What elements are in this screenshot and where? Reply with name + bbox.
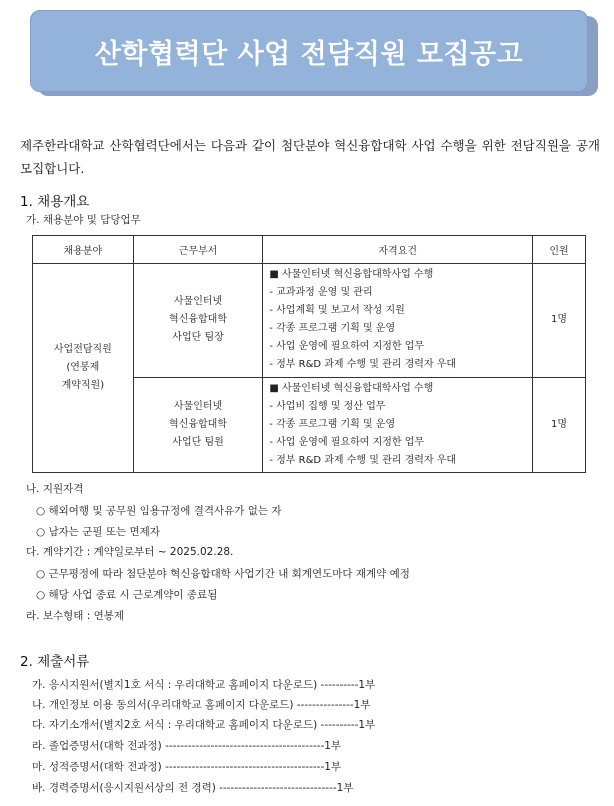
field-line: (연봉제 [66, 362, 100, 373]
dept-line: 사물인터넷 [173, 400, 223, 412]
section1-heading: 1. 채용개요 [20, 194, 90, 210]
dept-cell [133, 264, 263, 378]
field-line: 사업전담직원 [53, 344, 112, 355]
document-item: 마. 성적증명서(대학 전과정) ------------------------------------------1부 [32, 761, 342, 773]
header-dept: 근무부서 [133, 236, 263, 264]
section2-heading: 2. 제출서류 [20, 654, 90, 670]
header-field: 채용분야 [33, 236, 134, 264]
section1-sub-ga: 가. 채용분야 및 담당업무 [26, 214, 141, 226]
count-cell: 1명 [533, 377, 586, 472]
table-header-row [33, 236, 586, 264]
requirement-line: - 교과과정 운영 및 관리 [269, 287, 373, 299]
dept-cell [133, 377, 263, 472]
contract-period-label: 다. 계약기간 : 계약일로부터 ~ 2025.02.28. [26, 546, 234, 558]
qualification-label: 나. 지원자격 [26, 483, 84, 495]
title-banner [30, 10, 588, 92]
table-row [33, 264, 586, 378]
dept-line: 사업단 팀장 [172, 332, 224, 344]
field-line: 계약직원) [61, 380, 105, 391]
requirement-line: - 사업비 집행 및 정산 업무 [269, 400, 386, 412]
intro-paragraph: 제주한라대학교 산학협력단에서는 다음과 같이 첨단분야 혁신융합대학 사업 수행을 위한 전담직원을 공개 모집합니다. [20, 138, 600, 176]
dept-line: 혁신융합대학 [169, 314, 228, 326]
document-item: 라. 졸업증명서(대학 전과정) ------------------------------------------1부 [32, 740, 342, 752]
header-count: 인원 [533, 236, 586, 264]
requirement-line: ■ 사물인터넷 혁신융합대학사업 수행 [269, 382, 434, 394]
requirement-line: - 사업 운영에 필요하여 지정한 업무 [269, 436, 425, 448]
qualification-item: ○ 해외여행 및 공무원 임용규정에 결격사유가 없는 자 [36, 505, 282, 517]
salary-type: 라. 보수형태 : 연봉제 [26, 610, 125, 622]
document-item: 나. 개인정보 이용 동의서(우리대학교 홈페이지 다운로드) ---------------1부 [32, 699, 371, 711]
requirement-line: - 각종 프로그램 기획 및 운영 [269, 323, 396, 335]
contract-item: ○ 해당 사업 종료 시 근로계약이 종료됨 [36, 589, 218, 601]
requirements-cell [263, 377, 533, 472]
document-item: 다. 자기소개서(별지2호 서식 : 우리대학교 홈페이지 다운로드) ----------1부 [32, 719, 376, 731]
dept-line: 사업단 팀원 [172, 436, 224, 448]
requirement-line: - 각종 프로그램 기획 및 운영 [269, 418, 396, 430]
requirement-line: - 사업 운영에 필요하여 지정한 업무 [269, 341, 425, 353]
dept-line: 사물인터넷 [173, 296, 223, 308]
recruitment-table [32, 235, 586, 473]
contract-item: ○ 근무평정에 따라 첨단분야 혁신융합대학 사업기간 내 회계연도마다 재계약 예정 [36, 568, 410, 580]
requirements-cell [263, 264, 533, 378]
field-cell [33, 264, 134, 473]
header-requirements: 자격요건 [263, 236, 533, 264]
requirement-line: ■ 사물인터넷 혁신융합대학사업 수행 [269, 269, 434, 281]
document-item: 가. 응시지원서(별지1호 서식 : 우리대학교 홈페이지 다운로드) ----------1부 [32, 679, 376, 691]
requirement-line: - 정부 R&D 과제 수행 및 관리 경력자 우대 [269, 359, 457, 371]
document-item: 바. 경력증명서(응시지원서상의 전 경력) -------------------------------1부 [32, 782, 354, 794]
qualification-item: ○ 남자는 군필 또는 면제자 [36, 526, 160, 538]
count-cell: 1명 [533, 264, 586, 378]
page-title: 산학협력단 사업 전담직원 모집공고 [94, 38, 524, 70]
dept-line: 혁신융합대학 [169, 418, 228, 430]
requirement-line: - 정부 R&D 과제 수행 및 관리 경력자 우대 [269, 454, 457, 466]
requirement-line: - 사업계획 및 보고서 작성 지원 [269, 305, 405, 317]
